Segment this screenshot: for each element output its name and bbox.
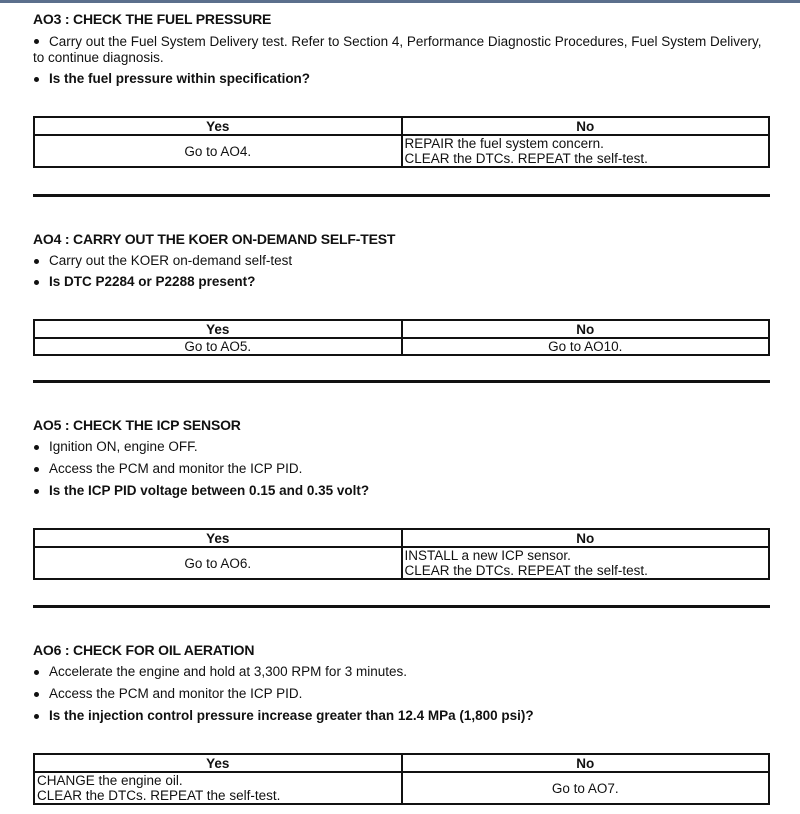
question-item: Is the fuel pressure within specification?: [33, 71, 770, 87]
step-item: Ignition ON, engine OFF.: [33, 439, 770, 455]
no-header: No: [402, 754, 770, 772]
question-item: Is the ICP PID voltage between 0.15 and 0.35 volt?: [33, 483, 770, 499]
goto-link[interactable]: Go to AO7.: [551, 780, 619, 796]
yes-cell: [34, 547, 402, 579]
yes-no-table-ao6: [33, 753, 770, 805]
window-top-border: [0, 0, 800, 3]
no-cell: [402, 772, 770, 804]
no-header: No: [402, 117, 770, 135]
yes-header: Yes: [34, 754, 402, 772]
section-heading: AO4 : CARRY OUT THE KOER ON-DEMAND SELF-TEST: [33, 231, 396, 247]
no-cell: REPAIR the fuel system concern. CLEAR the DTCs. REPEAT the self-test.: [402, 135, 770, 167]
bullet-icon: [34, 445, 39, 450]
no-header: No: [402, 320, 770, 338]
goto-link[interactable]: Go to AO6.: [184, 555, 252, 571]
step-item: Accelerate the engine and hold at 3,300 RPM for 3 minutes.: [33, 664, 770, 680]
goto-link[interactable]: Go to AO4.: [184, 143, 252, 159]
goto-link[interactable]: Go to AO5.: [184, 339, 252, 354]
yes-header: Yes: [34, 529, 402, 547]
bullet-icon: [34, 467, 39, 472]
no-cell: [402, 338, 770, 355]
section-ao6: [33, 641, 770, 724]
section-heading: AO3 : CHECK THE FUEL PRESSURE: [33, 11, 272, 27]
section-divider: [33, 605, 770, 608]
question-item: Is the injection control pressure increase greater than 12.4 MPa (1,800 psi)?: [33, 708, 770, 724]
bullet-icon: [34, 692, 39, 697]
section-heading: AO6 : CHECK FOR OIL AERATION: [33, 642, 255, 658]
yes-no-table-ao3: [33, 116, 770, 168]
question-item: Is DTC P2284 or P2288 present?: [33, 274, 770, 290]
yes-cell: [34, 338, 402, 355]
section-ao3: [33, 10, 770, 87]
bullet-icon: [34, 489, 39, 494]
section-ao4: [33, 230, 770, 290]
yes-header: Yes: [34, 117, 402, 135]
step-item: Carry out the KOER on-demand self-test: [33, 253, 770, 269]
yes-cell: CHANGE the engine oil. CLEAR the DTCs. REPEAT the self-test.: [34, 772, 402, 804]
no-header: No: [402, 529, 770, 547]
yes-cell: [34, 135, 402, 167]
bullet-icon: [34, 714, 39, 719]
no-cell: INSTALL a new ICP sensor. CLEAR the DTCs. REPEAT the self-test.: [402, 547, 770, 579]
bullet-icon: [34, 280, 39, 285]
section-heading: AO5 : CHECK THE ICP SENSOR: [33, 417, 241, 433]
step-item: Carry out the Fuel System Delivery test. Refer to Section 4, Performance Diagnostic Procedures, Fuel System Delivery, to continue diagnosis.: [33, 34, 762, 65]
yes-header: Yes: [34, 320, 402, 338]
bullet-icon: [34, 259, 39, 264]
section-divider: [33, 194, 770, 197]
step-item: Access the PCM and monitor the ICP PID.: [33, 686, 770, 702]
section-divider: [33, 380, 770, 383]
yes-no-table-ao4: [33, 319, 770, 356]
section-ao5: [33, 416, 770, 499]
bullet-icon: [34, 39, 39, 44]
goto-link[interactable]: Go to AO10.: [548, 339, 623, 354]
bullet-icon: [34, 670, 39, 675]
step-item: Access the PCM and monitor the ICP PID.: [33, 461, 770, 477]
yes-no-table-ao5: [33, 528, 770, 580]
bullet-icon: [34, 77, 39, 82]
